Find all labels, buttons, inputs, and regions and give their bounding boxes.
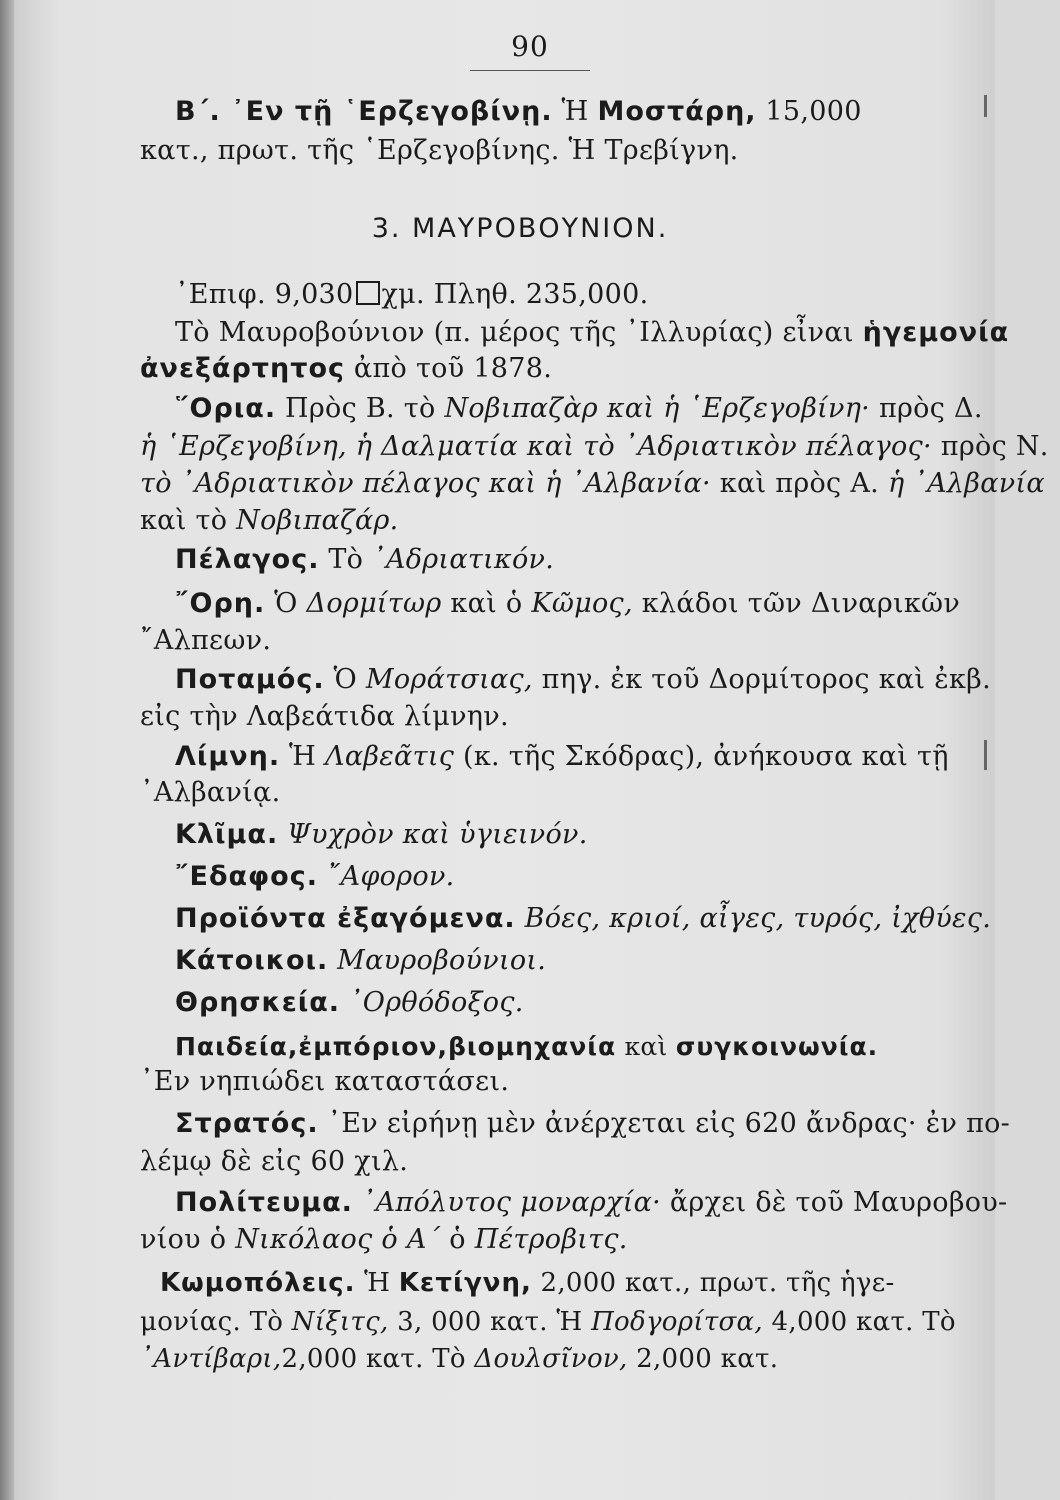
text-line <box>175 818 588 852</box>
entry-heading: Κάτοικοι. <box>175 945 329 976</box>
entry-heading: Λίμνη. <box>175 741 281 772</box>
text-line <box>175 1030 878 1064</box>
text-line <box>175 587 960 621</box>
text: κλάδοι τῶν Διναρικῶν <box>632 588 961 619</box>
entry-heading: Κωμοπόλεις. <box>160 1268 356 1298</box>
text-line: λέμῳ δὲ εἰς 60 χιλ. <box>140 1146 409 1177</box>
entry-heading: Ποταμός. <box>175 664 325 695</box>
text: τὸ ᾿Αδριατικὸν πέλαγος καὶ ἡ ᾿Αλβανία· <box>140 468 711 499</box>
entry-heading: Παιδεία,ἐμπόριον,βιομηχανία <box>175 1032 617 1061</box>
text: ἀπὸ τοῦ 1878. <box>345 353 553 384</box>
text: μονίας. Τὸ <box>140 1307 292 1337</box>
text: Μαυροβούνιοι. <box>328 945 547 976</box>
text: Ὁ <box>324 664 366 695</box>
text: πρὸς Ν. <box>931 431 1049 462</box>
text: Τὸ <box>319 544 373 575</box>
text-line <box>140 467 1045 501</box>
text: Πρὸς Β. τὸ <box>276 393 445 424</box>
entry-heading: ῞Ορια. <box>175 393 277 424</box>
text: Μοράτσιας, <box>365 664 533 695</box>
text-line <box>175 944 546 978</box>
entry-heading: Πολίτευμα. <box>175 1187 353 1218</box>
text-line <box>140 1305 956 1339</box>
text: ᾿Εν εἰρήνῃ μὲν ἀνέρχεται εἰς 620 ἄνδρας· ἐν πο- <box>318 1108 1011 1139</box>
text: 4,000 κατ. Τὸ <box>762 1307 956 1337</box>
margin-mark <box>984 740 987 770</box>
area-line <box>175 278 648 312</box>
text: ἡ ᾿Αλβανία <box>887 468 1045 499</box>
entry-heading: Κλῖμα. <box>175 819 279 850</box>
text: 15,000 <box>756 96 862 127</box>
text-line: ῎Αλπεων. <box>140 625 272 656</box>
page-number-rule <box>470 66 590 71</box>
city-name: Κετίγνη, <box>398 1268 532 1298</box>
text: Ὁ <box>265 588 307 619</box>
text-line <box>175 860 455 894</box>
text-line <box>140 504 399 538</box>
text-line <box>175 543 554 577</box>
text: ὁ <box>440 1224 475 1255</box>
entry-heading: Στρατός. <box>175 1108 319 1139</box>
text: ᾿Επιφ. 9,030 <box>175 279 354 310</box>
text-line: ᾿Εν νηπιώδει καταστάσει. <box>140 1066 510 1097</box>
text: Δορμίτωρ <box>306 588 442 619</box>
text: Ἡ <box>552 96 598 127</box>
text: χμ. Πληθ. 235,000. <box>381 279 649 310</box>
text: (κ. τῆς Σκόδρας), ἀνήκουσα καὶ τῇ <box>454 741 949 772</box>
text: Νικόλαος ὁ Α΄ <box>235 1224 441 1255</box>
text: ᾿Απόλυτος μοναρχία· <box>352 1187 662 1218</box>
text: 2,000 κατ. <box>627 1344 779 1374</box>
text: 2,000 κατ. Τὸ <box>281 1344 475 1374</box>
text: Πέτροβιτς. <box>474 1224 628 1255</box>
text-line <box>160 1266 895 1300</box>
text: Νοβιπαζὰρ καὶ ἡ ῾Ερζεγοβίνη· <box>444 393 871 424</box>
text: καὶ τὸ <box>140 505 237 536</box>
text: πρὸς Δ. <box>870 393 983 424</box>
text: ᾿Ορθόδοξος. <box>340 987 524 1018</box>
text-line <box>175 663 991 697</box>
subsection-heading: Β΄. ᾿Εν τῇ ῾Ερζεγοβίνῃ. <box>175 96 553 127</box>
text: καὶ ὁ <box>441 588 532 619</box>
text-line <box>175 1186 1007 1220</box>
text: Ψυχρὸν καὶ ὑγιεινόν. <box>278 819 588 850</box>
text: Λαβεᾶτις <box>325 741 455 772</box>
text: Κῶμος, <box>531 588 633 619</box>
text-line <box>175 316 1009 350</box>
text: Ἡ <box>280 741 326 772</box>
text: Ἡ <box>355 1268 399 1298</box>
entry-heading: συγκοινωνία. <box>675 1032 879 1061</box>
text-line <box>140 1342 778 1376</box>
text-line <box>175 986 524 1020</box>
text: Βόες, κριοί, αἶγες, τυρός, ἰχθύες. <box>515 903 992 934</box>
entry-heading: Πέλαγος. <box>175 544 320 575</box>
text: ἡ ῾Ερζεγοβίνη, ἡ Δαλματία καὶ τὸ ᾿Αδριατικὸν πέλαγος· <box>140 431 932 462</box>
text-line <box>140 430 1049 464</box>
text-line <box>140 352 552 386</box>
emphasis: ἡγεμονία <box>862 317 1010 348</box>
text: Νοβιπαζάρ. <box>236 505 399 536</box>
entry-heading: ῎Ορη. <box>175 588 266 619</box>
margin-mark <box>984 95 987 117</box>
text-line <box>175 902 991 936</box>
text: πηγ. ἐκ τοῦ Δορμίτορος καὶ ἐκβ. <box>532 664 991 695</box>
text-line <box>175 392 983 426</box>
text: Δουλσῖνον, <box>474 1344 628 1374</box>
text-line <box>140 1223 628 1257</box>
text: ᾿Αντίβαρι, <box>140 1344 282 1374</box>
text: ῎Αφορον. <box>317 861 455 892</box>
text-line <box>175 95 862 129</box>
section-title: 3. ΜΑΥΡΟΒΟΥΝΙΟΝ. <box>371 213 669 244</box>
text-line: κατ., πρωτ. τῆς ῾Ερζεγοβίνης. Ἡ Τρεβίγνη. <box>140 135 739 166</box>
emphasis: ἀνεξάρτητος <box>140 353 346 384</box>
text: καὶ πρὸς Α. <box>710 468 888 499</box>
text-line <box>175 740 949 774</box>
text: 3, 000 κατ. Ἡ <box>388 1307 592 1337</box>
text: ᾿Αδριατικόν. <box>372 544 555 575</box>
text: ἄρχει δὲ τοῦ Μαυροβου- <box>661 1187 1008 1218</box>
text: 2,000 κατ., πρωτ. τῆς ἡγε- <box>531 1268 895 1298</box>
page-number: 90 <box>511 30 549 63</box>
text: Τὸ Μαυροβούνιον (π. μέρος τῆς ᾿Ιλλυρίας) εἶναι <box>175 317 863 348</box>
text-line <box>175 1107 1010 1141</box>
text: Νίξιτς, <box>291 1307 389 1337</box>
text: νίου ὁ <box>140 1224 236 1255</box>
entry-heading: ῎Εδαφος. <box>175 861 318 892</box>
entry-heading: Θρησκεία. <box>175 987 341 1018</box>
city-name: Μοστάρη, <box>597 96 757 127</box>
text: καὶ <box>616 1032 676 1061</box>
square-symbol-icon <box>356 281 380 305</box>
text-line: ᾿Αλβανίᾳ. <box>140 777 281 808</box>
entry-heading: Προϊόντα ἐξαγόμενα. <box>175 903 516 934</box>
text: Ποδγορίτσα, <box>591 1307 763 1337</box>
text-line: εἰς τὴν Λαβεάτιδα λίμνην. <box>140 701 509 732</box>
